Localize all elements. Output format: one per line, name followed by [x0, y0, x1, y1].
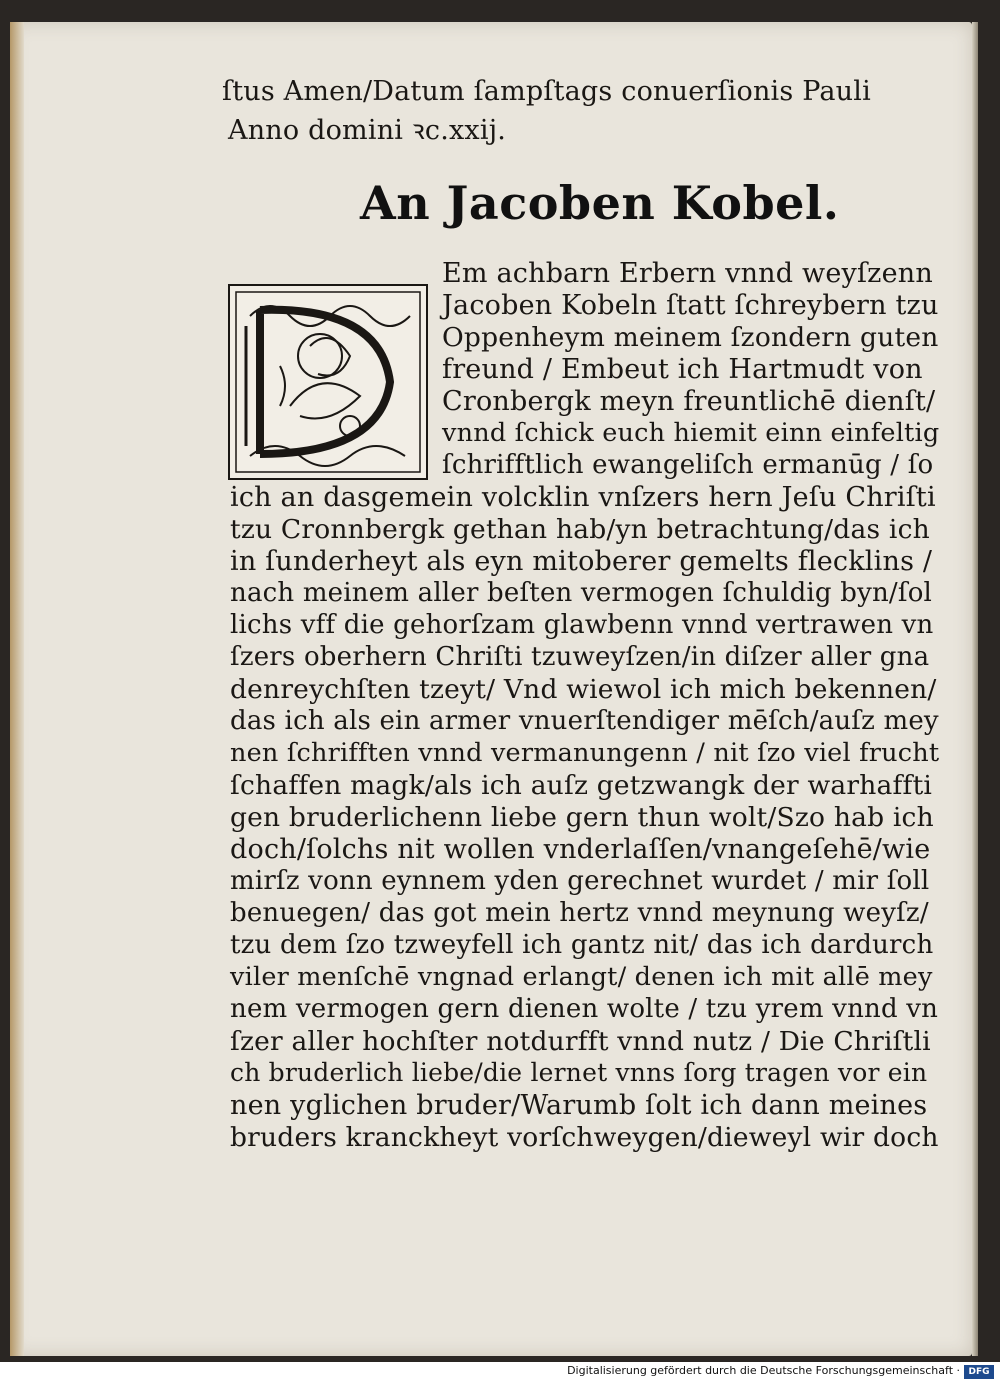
body-line: tzu dem ſzo tzweyfell ich gantz nit/ das ich dardurch — [230, 930, 934, 960]
decorated-initial — [228, 284, 428, 480]
body-line: ſchaffen magk/als ich auſz getzwangk der warhaffti — [230, 770, 933, 801]
body-line: nem vermogen gern dienen wolte / tzu yrem vnnd vn — [230, 994, 939, 1024]
footer-credit: Digitalisierung gefördert durch die Deutsche Forschungsgemeinschaft · — [567, 1364, 960, 1377]
body-line: ch bruderlich liebe/die lernet vnns ſorg tragen vor ein — [230, 1058, 928, 1087]
body-line: Jacoben Kobeln ſtatt ſchreybern tzu — [442, 290, 939, 321]
body-line: lichs vff die gehorſzam glawbenn vnnd vertrawen vn — [230, 610, 934, 640]
body-line: nen ſchrifften vnnd vermanungenn / nit ſzo viel frucht — [230, 738, 940, 768]
body-line: viler menſchē vngnad erlangt/ denen ich mit allē mey — [230, 962, 933, 992]
body-line: ich an dasgemein volcklin vnſzers hern Jeſu Chriſti — [230, 482, 936, 513]
opening-line-1: ſtus Amen/Datum ſampſtags conuerſionis Pauli — [222, 76, 871, 107]
dfg-logo: DFG — [964, 1365, 994, 1379]
body-line: mirſz vonn eynnem yden gerechnet wurdet / mir ſoll — [230, 866, 930, 896]
body-line: das ich als ein armer vnuerſtendiger mēſch/auſz mey — [230, 706, 939, 736]
body-line: bruders kranckheyt vorſchweygen/dieweyl wir doch — [230, 1122, 939, 1153]
body-line: benuegen/ das got mein hertz vnnd meynung weyſz/ — [230, 898, 929, 928]
body-line: Oppenheym meinem ſzondern guten — [442, 322, 939, 353]
body-line: nach meinem aller beſten vermogen ſchuldig byn/ſol — [230, 578, 933, 608]
body-line: Em achbarn Erbern vnnd weyſzenn — [442, 258, 933, 289]
body-line: doch/ſolchs nit wollen vnderlaſſen/vnangeſehē/wie — [230, 834, 931, 865]
body-line: tzu Cronnbergk gethan hab/yn betrachtung/das ich — [230, 514, 930, 545]
body-line: nen yglichen bruder/Warumb ſolt ich dann meines — [230, 1090, 928, 1121]
opening-line-2: Anno domini ꝛc.xxij. — [228, 115, 507, 146]
floral-ornament-icon — [230, 286, 426, 478]
footer-bar — [0, 1362, 1000, 1382]
body-line: vnnd ſchick euch hiemit einn einfeltig — [442, 418, 940, 448]
body-line: ſzers oberhern Chriſti tzuweyſzen/in diſzer aller gna — [230, 642, 930, 672]
body-line: ſzer aller hochſter notdurfft vnnd nutz / Die Chriſtli — [230, 1026, 931, 1057]
body-line: Cronbergk meyn freuntlichē dienſt/ — [442, 386, 936, 417]
body-line: denreychſten tzeyt/ Vnd wiewol ich mich bekennen/ — [230, 674, 937, 705]
page-spine — [10, 22, 24, 1356]
section-heading: An Jacoben Kobel. — [360, 176, 840, 230]
page-edge — [972, 22, 978, 1356]
body-line: ſchrifftlich ewangeliſch ermanūg / ſo — [442, 450, 934, 480]
body-line: in ſunderheyt als eyn mitoberer gemelts flecklins / — [230, 546, 933, 577]
body-line: gen bruderlichenn liebe gern thun wolt/Szo hab ich — [230, 802, 934, 833]
body-line: freund / Embeut ich Hartmudt von — [442, 354, 923, 385]
